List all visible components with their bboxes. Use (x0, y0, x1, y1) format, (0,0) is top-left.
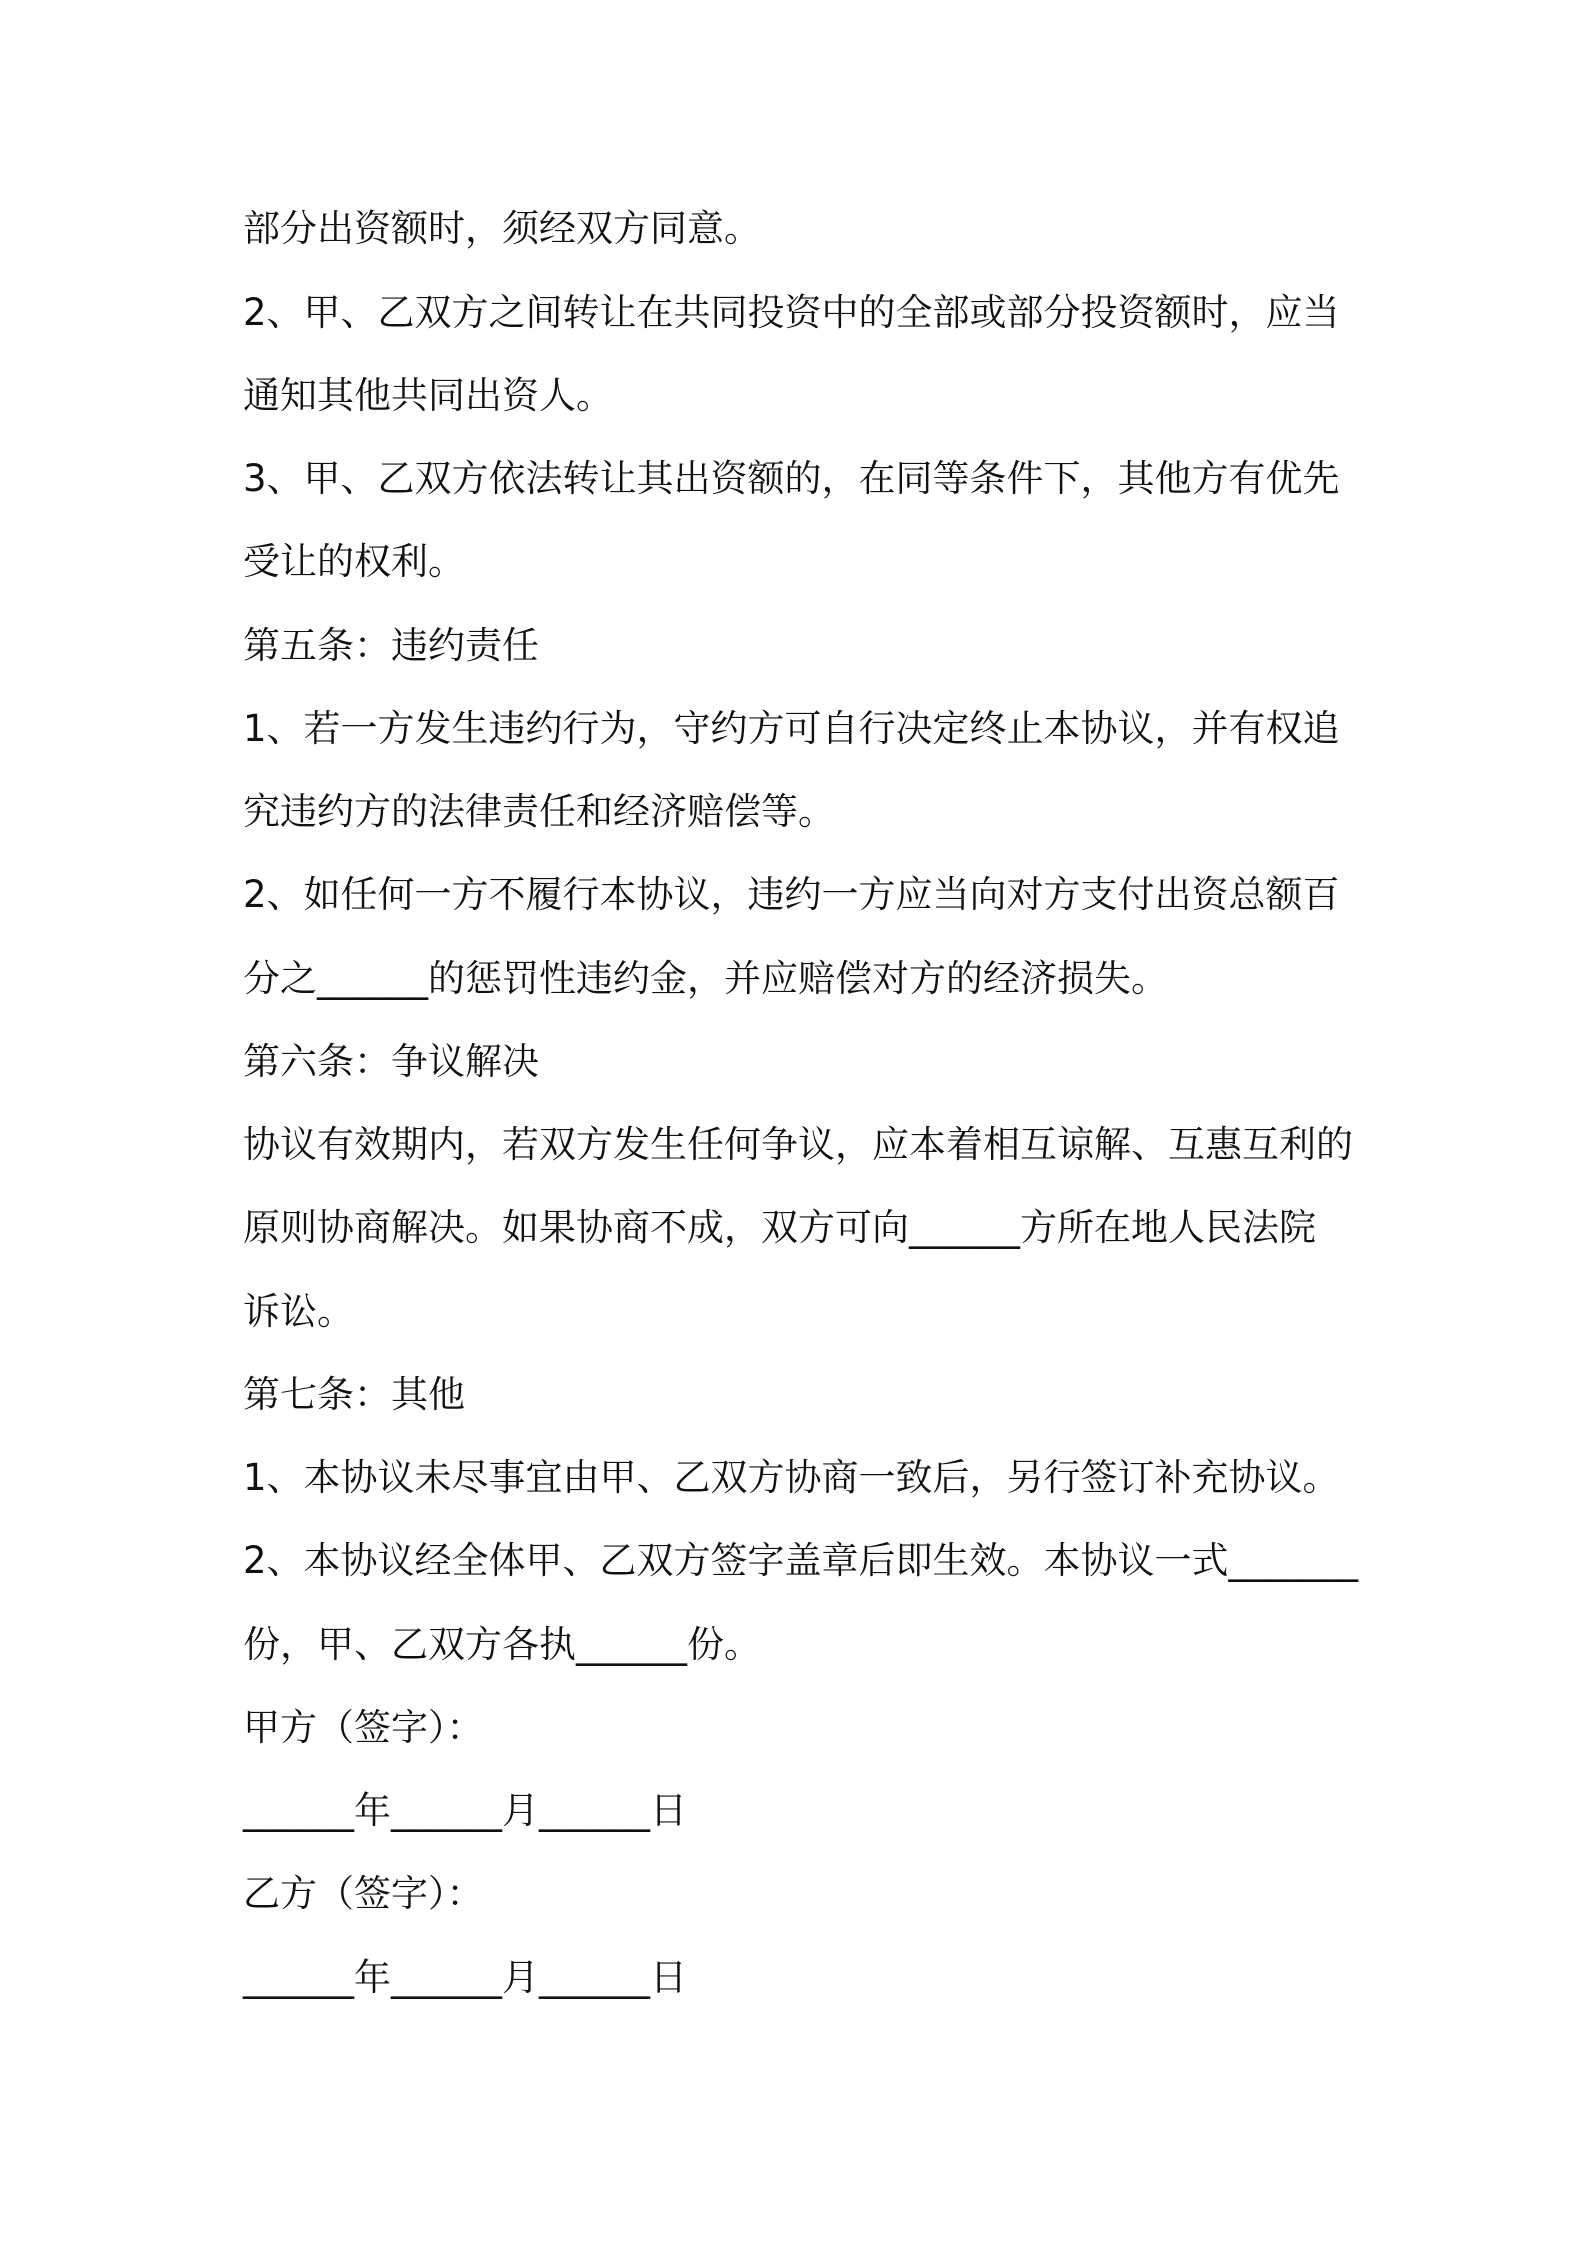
article-6-line-3: 诉讼。 (243, 1290, 354, 1333)
clause-7-1: 1、本协议未尽事宜由甲、乙双方协商一致后，另行签订补充协议。 (243, 1456, 1340, 1499)
party-b-date-line: ______年______月______日 (243, 1956, 687, 1999)
clause-5-1-line-2: 究违约方的法律责任和经济赔偿等。 (243, 790, 835, 833)
clause-7-2-line-1: 2、本协议经全体甲、乙双方签字盖章后即生效。本协议一式_______ (243, 1539, 1359, 1582)
clause-5-2-line-1: 2、如任何一方不履行本协议，违约一方应当向对方支付出资总额百 (243, 873, 1340, 916)
clause-4-3-line-1: 3、甲、乙双方依法转让其出资额的，在同等条件下，其他方有优先 (243, 457, 1340, 500)
clause-4-2-line-1: 2、甲、乙双方之间转让在共同投资中的全部或部分投资额时，应当 (243, 291, 1340, 334)
clause-7-2-line-2: 份，甲、乙双方各执______份。 (243, 1623, 761, 1666)
party-a-signature-label: 甲方（签字）： (243, 1706, 484, 1749)
party-b-signature-label: 乙方（签字）： (243, 1872, 484, 1915)
clause-4-1-continuation: 部分出资额时，须经双方同意。 (243, 207, 761, 250)
party-a-date-line: ______年______月______日 (243, 1789, 687, 1832)
article-6-line-2: 原则协商解决。如果协商不成，双方可向______方所在地人民法院 (243, 1206, 1316, 1249)
clause-4-3-line-2: 受让的权利。 (243, 540, 465, 583)
clause-5-2-line-2: 分之______的惩罚性违约金，并应赔偿对方的经济损失。 (243, 957, 1168, 1000)
article-7-heading: 第七条：其他 (243, 1373, 465, 1416)
article-6-line-1: 协议有效期内，若双方发生任何争议，应本着相互谅解、互惠互利的 (243, 1123, 1353, 1166)
article-6-heading: 第六条：争议解决 (243, 1040, 539, 1083)
clause-4-2-line-2: 通知其他共同出资人。 (243, 374, 613, 417)
article-5-heading: 第五条：违约责任 (243, 624, 539, 667)
clause-5-1-line-1: 1、若一方发生违约行为，守约方可自行决定终止本协议，并有权追 (243, 707, 1340, 750)
